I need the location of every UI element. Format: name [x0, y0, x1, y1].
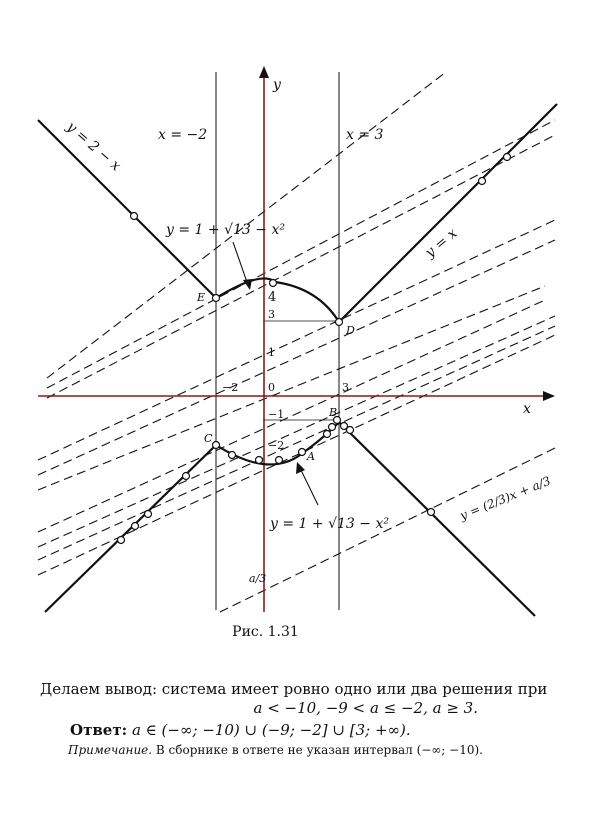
lower-arc-pointer	[300, 468, 318, 505]
tick-y-neg2: −2	[268, 439, 285, 452]
label-y-2-minus-x: y = 2 − x	[63, 118, 124, 175]
tick-y-1: 1	[268, 346, 275, 359]
conclusion-line-2: a < −10, −9 < a ≤ −2, a ≥ 3.	[253, 699, 478, 717]
dashed-line-7	[38, 300, 545, 532]
dashed-line-10	[38, 335, 555, 575]
line-y-x-lower	[45, 445, 216, 612]
tick-y-neg1: −1	[268, 408, 285, 421]
answer-label: Ответ:	[70, 721, 128, 739]
dashed-line-2	[47, 120, 555, 388]
label-A: A	[307, 450, 315, 463]
label-a-over-3: a/3	[249, 572, 267, 585]
dashed-line-5	[38, 240, 555, 475]
label-lower-arc: y = 1 + √13 − x²	[270, 516, 389, 532]
x-axis-arrow	[543, 391, 555, 401]
answer-text: a ∈ (−∞; −10) ∪ (−9; −2] ∪ [3; +∞).	[131, 721, 411, 739]
label-C: C	[204, 432, 213, 445]
note-text: В сборнике в ответе не указан интервал (−∞; −10).	[155, 743, 483, 757]
label-upper-arc: y = 1 + √13 − x²	[166, 222, 285, 238]
label-vline-right: x = 3	[346, 127, 384, 143]
label-E: E	[197, 291, 206, 304]
label-D: D	[346, 324, 355, 337]
point-E	[213, 295, 220, 302]
line-y-2-minus-x-upper	[38, 120, 216, 298]
y-axis-label: y	[273, 77, 281, 93]
tick-y-3: 3	[268, 308, 275, 321]
note	[68, 743, 483, 757]
upper-arc-pointer	[233, 242, 248, 285]
point-C	[213, 442, 220, 449]
point-A	[299, 449, 306, 456]
x-axis-label: x	[523, 401, 531, 417]
upper-arc	[216, 278, 339, 322]
answer	[70, 721, 411, 739]
tick-y-4: 4	[268, 290, 277, 305]
tick-x-3: 3	[342, 381, 349, 394]
y-axis-arrow	[259, 66, 269, 78]
note-label: Примечание.	[68, 743, 153, 757]
point-D	[336, 319, 343, 326]
label-B: B	[329, 406, 338, 419]
point-upper-top	[270, 280, 277, 287]
figure-caption: Рис. 1.31	[232, 624, 299, 640]
tick-x-neg2: −2	[222, 381, 239, 394]
conclusion-line-1: Делаем вывод: система имеет ровно одно или два решения при	[40, 680, 548, 698]
dashed-line-3	[47, 135, 555, 398]
label-vline-left: x = −2	[158, 127, 208, 143]
label-y-x: y = x	[422, 225, 461, 262]
tick-origin: 0	[268, 381, 275, 394]
label-family: y = (2/3)x + a/3	[457, 473, 553, 523]
